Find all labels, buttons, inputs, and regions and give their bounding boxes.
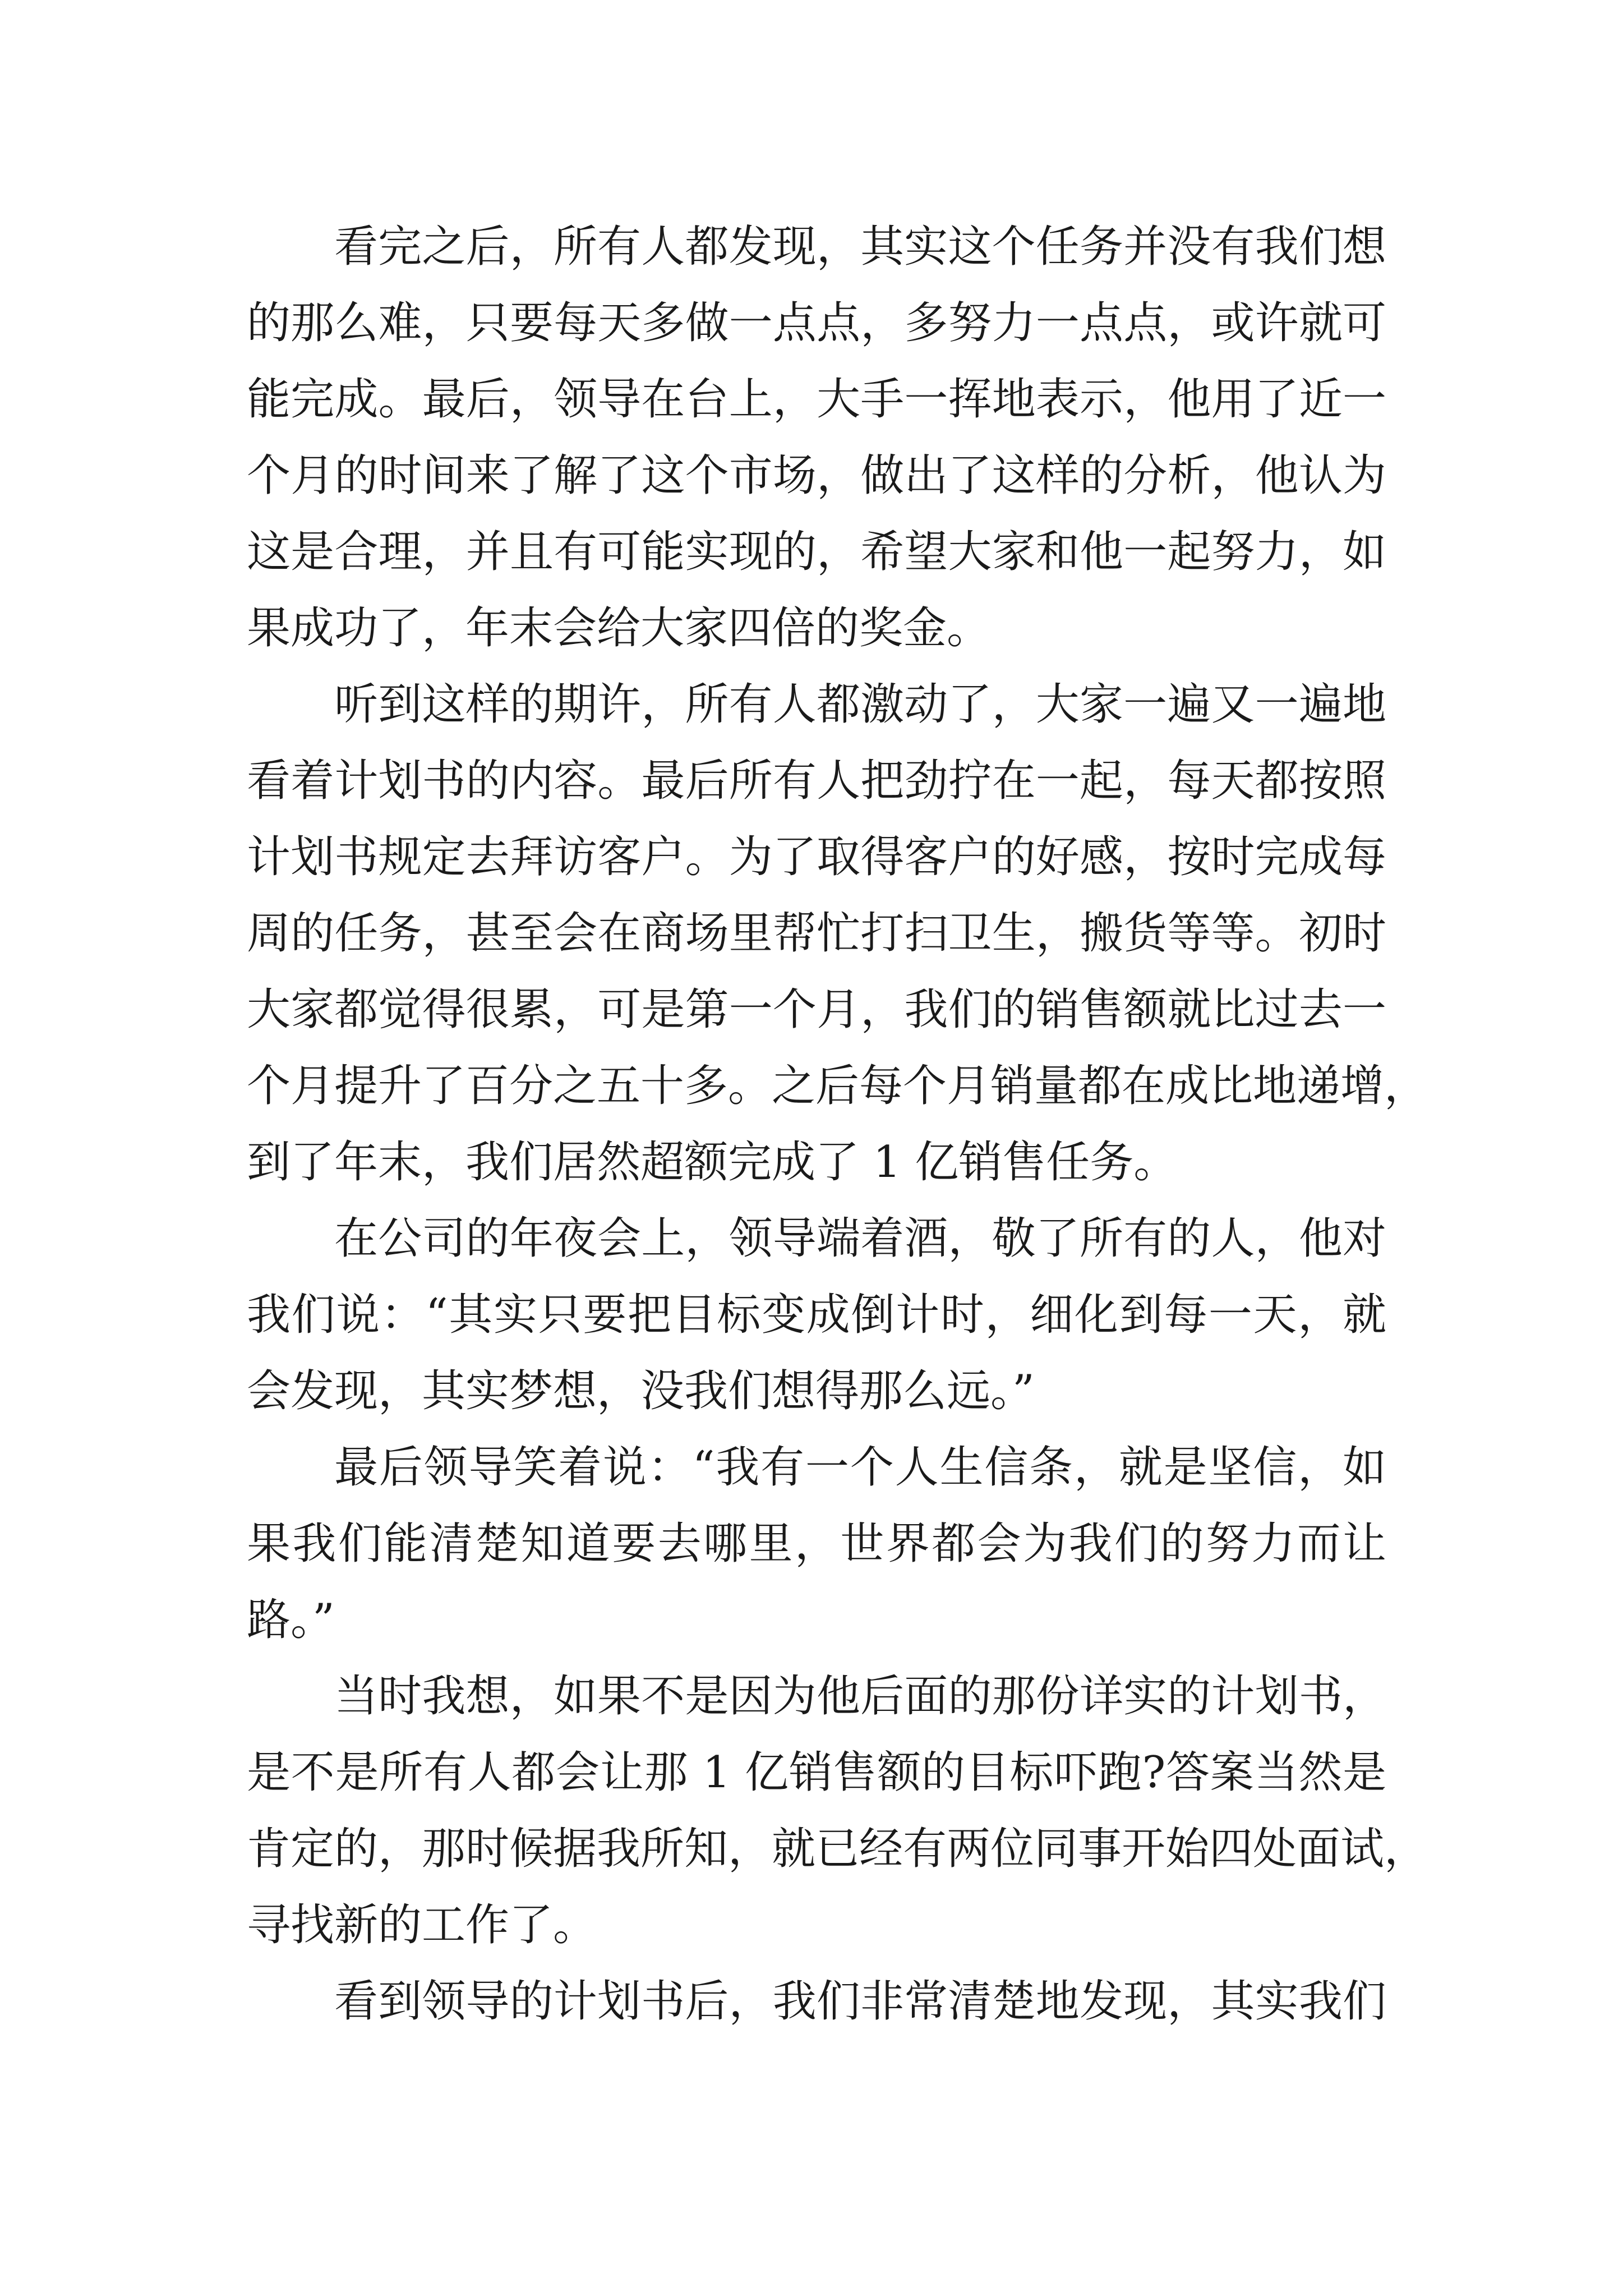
paragraph-line: 个月的时间来了解了这个市场，做出了这样的分析，他认为 [247, 450, 1386, 501]
paragraph-line: 我们说：“其实只要把目标变成倒计时，细化到每一天，就 [247, 1290, 1386, 1340]
paragraph-line: 个月提升了百分之五十多。之后每个月销量都在成比地递增， [247, 1061, 1428, 1111]
paragraph-line: 果成功了，年末会给大家四倍的奖金。 [247, 603, 991, 654]
paragraph-line: 听到这样的期许，所有人都激动了，大家一遍又一遍地 [334, 679, 1386, 730]
paragraph-line: 计划书规定去拜访客户。为了取得客户的好感，按时完成每 [247, 832, 1386, 882]
paragraph-line: 当时我想，如果不是因为他后面的那份详实的计划书， [334, 1671, 1386, 1722]
paragraph-line: 路。” [247, 1595, 335, 1645]
paragraph-line: 会发现，其实梦想，没我们想得那么远。” [247, 1366, 1035, 1416]
paragraph-line: 看完之后，所有人都发现，其实这个任务并没有我们想 [334, 222, 1386, 272]
paragraph-line: 肯定的，那时候据我所知，就已经有两位同事开始四处面试， [247, 1824, 1428, 1874]
paragraph-line: 的那么难，只要每天多做一点点，多努力一点点，或许就可 [247, 298, 1386, 348]
paragraph-line: 果我们能清楚知道要去哪里，世界都会为我们的努力而让 [247, 1519, 1386, 1569]
body-text [247, 209, 1428, 2040]
paragraph-line: 能完成。最后，领导在台上，大手一挥地表示，他用了近一 [247, 374, 1386, 425]
paragraph-line: 看到领导的计划书后，我们非常清楚地发现，其实我们 [334, 1976, 1386, 2027]
paragraph-line: 是不是所有人都会让那 1 亿销售额的目标吓跑?答案当然是 [247, 1747, 1386, 1798]
paragraph-line: 寻找新的工作了。 [247, 1900, 597, 1950]
paragraph-line: 看着计划书的内容。最后所有人把劲拧在一起，每天都按照 [247, 756, 1386, 806]
paragraph-line: 在公司的年夜会上，领导端着酒，敬了所有的人，他对 [334, 1213, 1386, 1264]
paragraph-line: 大家都觉得很累，可是第一个月，我们的销售额就比过去一 [247, 984, 1386, 1035]
paragraph-line: 最后领导笑着说：“我有一个人生信条，就是坚信，如 [334, 1442, 1386, 1493]
paragraph-line: 这是合理，并且有可能实现的，希望大家和他一起努力，如 [247, 527, 1386, 577]
paragraph-line: 到了年末，我们居然超额完成了 1 亿销售任务。 [247, 1137, 1178, 1188]
paragraph-line: 周的任务，甚至会在商场里帮忙打扫卫生，搬货等等。初时 [247, 908, 1386, 959]
